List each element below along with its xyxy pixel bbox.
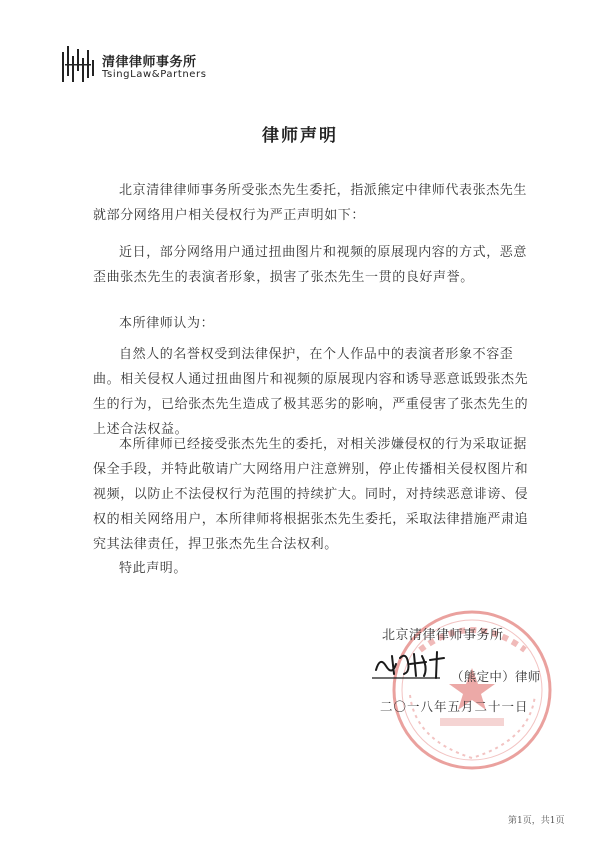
page-number: 第1页，共1页 [508,816,565,826]
firm-name-en: TsingLaw&Partners [102,69,207,80]
paragraph-closing: 特此声明。 [119,561,188,576]
handwritten-signature [370,648,450,682]
signing-firm: 北京清律律师事务所 [382,628,504,643]
document-title: 律师声明 [262,126,338,146]
paragraph-actions: 本所律师已经接受张杰先生的委托，对相关涉嫌侵权的行为采取证据保全手段，并特此敬请广大网络用户注意辨别，停止传播相关侵权图片和视频，以防止不法侵权行为范围的持续扩大。同时，对持续恶意诽谤、侵权的相关网络用户，本所律师将根据张杰先生委托，采取法律措施严肃追究其法律责任，捍卫张杰先生合法权利。 [93,437,529,552]
paragraph-legal-opinion: 自然人的名誉权受到法律保护，在个人作品中的表演者形象不容歪曲。相关侵权人通过扭曲图片和视频的原展现内容和诱导恶意诋毁张杰先生的行为，已给张杰先生造成了极其恶劣的影响，严重侵害了张杰先生的上述合法权益。 [93,347,529,437]
paragraph-facts: 近日，部分网络用户通过扭曲图片和视频的原展现内容的方式，恶意歪曲张杰先生的表演者形象，损害了张杰先生一贯的良好声誉。 [93,245,528,285]
firm-name-cn: 清律律师事务所 [102,55,197,70]
document-date: 二〇一八年五月二十一日 [380,699,529,714]
firm-logo-icon [62,46,96,82]
lawyer-name: （熊定中）律师 [451,669,541,684]
firm-logo [62,46,222,86]
paragraph-intro: 北京清律律师事务所受张杰先生委托，指派熊定中律师代表张杰先生就部分网络用户相关侵权行为严正声明如下： [93,183,528,223]
paragraph-opinion-heading: 本所律师认为： [119,316,215,331]
